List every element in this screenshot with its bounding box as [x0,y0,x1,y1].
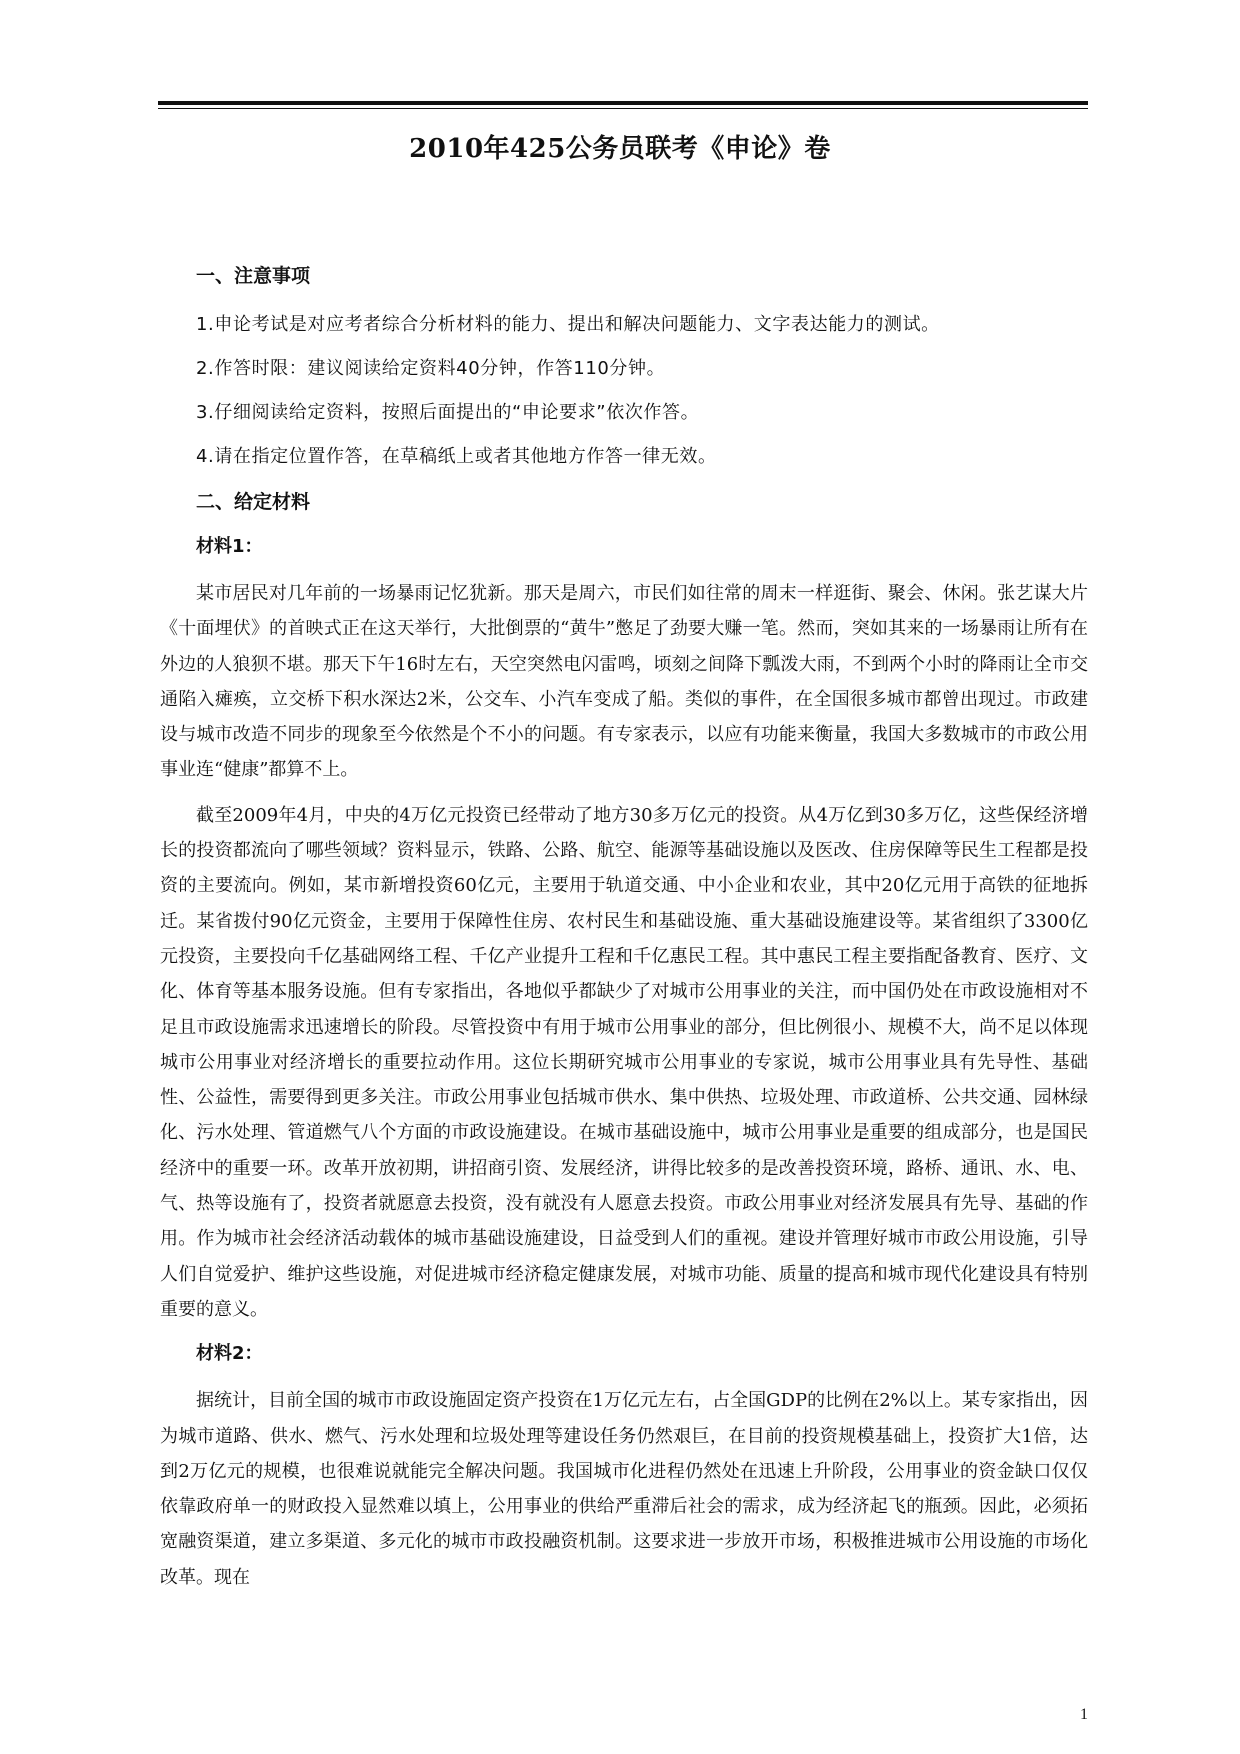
note-item: 3.仔细阅读给定资料，按照后面提出的“申论要求”依次作答。 [196,402,700,423]
section-heading-notes: 一、注意事项 [196,265,311,287]
material-1-label: 材料1： [196,536,263,557]
material-1-paragraph-2: 截至2009年4月，中央的4万亿元投资已经带动了地方30多万亿元的投资。从4万亿到30多万亿，这些保经济增长的投资都流向了哪些领域？资料显示，铁路、公路、航空、能源等基础设施以及医改、住房保障等民生工程都是投资的主要流向。例如，某市新增投资60亿元，主要用于轨道交通、中小企业和农业，其中20亿元用于高铁的征地拆迁。某省拨付90亿元资金，主要用于保障性住房、农村民生和基础设施、重大基础设施建设等。某省组织了3300亿元投资，主要投向千亿基础网络工程、千亿产业提升工程和千亿惠民工程。其中惠民工程主要指配备教育、医疗、文化、体育等基本服务设施。但有专家指出，各地似乎都缺少了对城市公用事业的关注，而中国仍处在市政设施相对不足且市政设施需求迅速增长的阶段。尽管投资中有用于城市公用事业的部分，但比例很小、规模不大，尚不足以体现城市公用事业对经济增长的重要拉动作用。这位长期研究城市公用事业的专家说，城市公用事业具有先导性、基础性、公益性，需要得到更多关注。市政公用事业包括城市供水、集中供热、垃圾处理、市政道桥、公共交通、园林绿化、污水处理、管道燃气八个方面的市政设施建设。在城市基础设施中，城市公用事业是重要的组成部分，也是国民经济中的重要一环。改革开放初期，讲招商引资、发展经济，讲得比较多的是改善投资环境，路桥、通讯、水、电、气、热等设施有了，投资者就愿意去投资，没有就没有人愿意去投资。市政公用事业对经济发展具有先导、基础的作用。作为城市社会经济活动载体的城市基础设施建设，日益受到人们的重视。建设并管理好城市市政公用设施，引导人们自觉爱护、维护这些设施，对促进城市经济稳定健康发展，对城市功能、质量的提高和城市现代化建设具有特别重要的意义。 [160,804,1088,1320]
section-heading-materials: 二、给定材料 [196,491,311,513]
material-1-paragraph-1: 某市居民对几年前的一场暴雨记忆犹新。那天是周六，市民们如往常的周末一样逛街、聚会、休闲。张艺谋大片《十面埋伏》的首映式正在这天举行，大批倒票的“黄牛”憋足了劲要大赚一笔。然而，突如其来的一场暴雨让所有在外边的人狼狈不堪。那天下午16时左右，天空突然电闪雷鸣，顷刻之间降下瓢泼大雨，不到两个小时的降雨让全市交通陷入瘫痪，立交桥下积水深达2米，公交车、小汽车变成了船。类似的事件，在全国很多城市都曾出现过。市政建设与城市改造不同步的现象至今依然是个不小的问题。有专家表示，以应有功能来衡量，我国大多数城市的市政公用事业连“健康”都算不上。 [160,583,1088,781]
material-2-paragraph-1: 据统计，目前全国的城市市政设施固定资产投资在1万亿元左右，占全国GDP的比例在2%以上。某专家指出，因为城市道路、供水、燃气、污水处理和垃圾处理等建设任务仍然艰巨，在目前的投资规模基础上，投资扩大1倍，达到2万亿元的规模，也很难说就能完全解决问题。我国城市化进程仍然处在迅速上升阶段，公用事业的资金缺口仅仅依靠政府单一的财政投入显然难以填上，公用事业的供给严重滞后社会的需求，成为经济起飞的瓶颈。因此，必须拓宽融资渠道，建立多渠道、多元化的城市市政投融资机制。这要求进一步放开市场，积极推进城市公用设施的市场化改革。现在 [160,1390,1088,1588]
header-rule-thick [158,101,1088,105]
header-rule-thin [158,108,1088,109]
document-body [160,262,1088,1605]
material-2-label: 材料2： [196,1343,263,1365]
note-item: 2.作答时限：建议阅读给定资料40分钟，作答110分钟。 [196,358,666,379]
document-title: 2010年425公务员联考《申论》卷 [409,134,831,164]
page-number: 1 [1080,1706,1088,1723]
note-item: 1.申论考试是对应考者综合分析材料的能力、提出和解决问题能力、文字表达能力的测试。 [196,314,940,335]
note-item: 4.请在指定位置作答，在草稿纸上或者其他地方作答一律无效。 [196,446,717,467]
